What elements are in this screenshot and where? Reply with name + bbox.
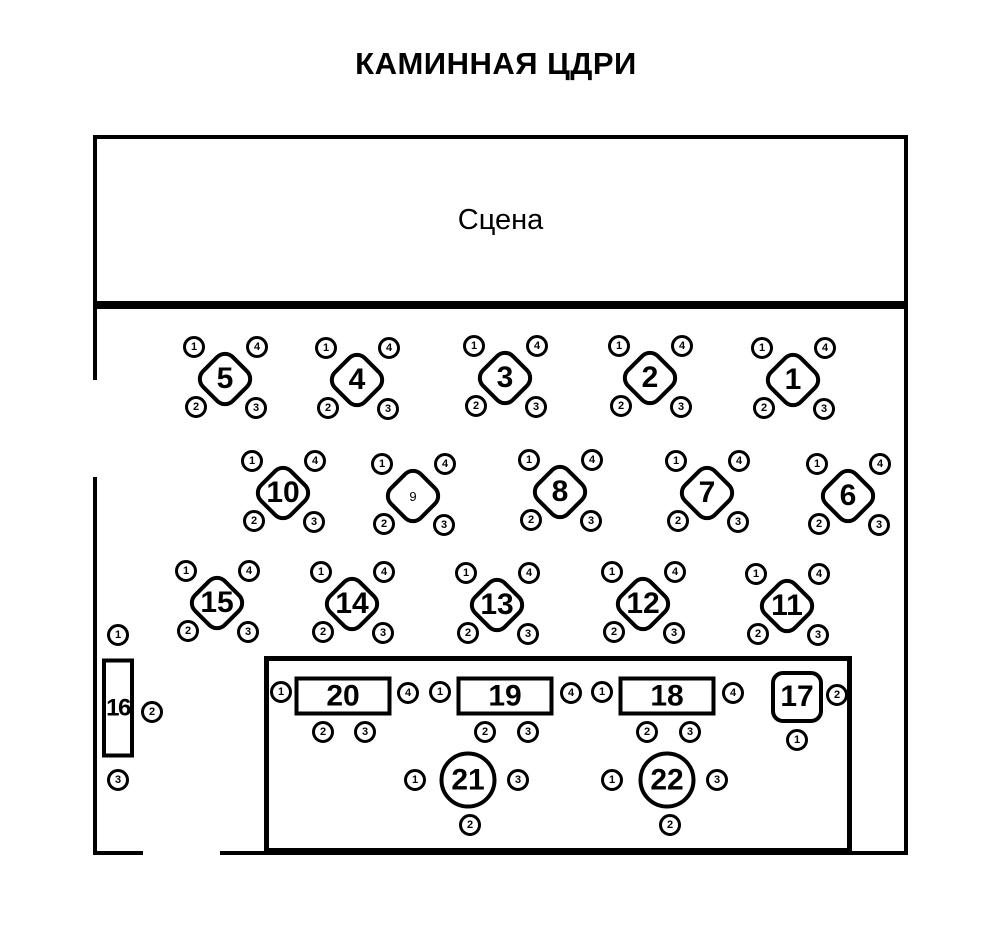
page-title: КАМИННАЯ ЦДРИ	[355, 46, 637, 81]
table-15-seat-3[interactable]: 3	[237, 621, 259, 643]
wall-left-lower	[93, 477, 97, 855]
table-3-seat-2[interactable]: 2	[465, 395, 487, 417]
table-16-seat-3[interactable]: 3	[107, 769, 129, 791]
wall-bottom-left	[93, 851, 143, 855]
table-15-seat-1[interactable]: 1	[175, 560, 197, 582]
table-17[interactable]	[771, 671, 823, 723]
table-1-number: 1	[784, 363, 802, 396]
table-10-seat-1[interactable]: 1	[241, 450, 263, 472]
table-8[interactable]	[537, 469, 583, 515]
table-11-seat-3[interactable]: 3	[807, 624, 829, 646]
table-6-seat-2[interactable]: 2	[808, 513, 830, 535]
table-22-seat-2[interactable]: 2	[659, 814, 681, 836]
table-16-seat-2[interactable]: 2	[141, 701, 163, 723]
table-16-seat-1[interactable]: 1	[107, 624, 129, 646]
table-7-seat-4[interactable]: 4	[728, 450, 750, 472]
table-4-number: 4	[348, 363, 366, 396]
table-4-seat-3[interactable]: 3	[377, 398, 399, 420]
table-15-number: 15	[200, 586, 234, 619]
table-1[interactable]	[770, 357, 816, 403]
stage-label: Сцена	[457, 203, 544, 236]
table-2-seat-2[interactable]: 2	[610, 395, 632, 417]
table-5-number: 5	[216, 362, 234, 395]
table-19-number: 19	[488, 679, 522, 712]
table-14-seat-3[interactable]: 3	[372, 622, 394, 644]
stage-area	[93, 135, 908, 305]
table-2[interactable]	[627, 355, 673, 401]
table-17-seat-1[interactable]: 1	[786, 729, 808, 751]
table-7-seat-3[interactable]: 3	[727, 511, 749, 533]
table-18-seat-2[interactable]: 2	[636, 721, 658, 743]
table-20-seat-2[interactable]: 2	[312, 721, 334, 743]
table-19-seat-4[interactable]: 4	[560, 682, 582, 704]
table-4-seat-1[interactable]: 1	[315, 337, 337, 359]
table-11-seat-1[interactable]: 1	[745, 563, 767, 585]
table-4[interactable]	[334, 357, 380, 403]
table-7[interactable]	[684, 470, 730, 516]
table-18-seat-4[interactable]: 4	[722, 682, 744, 704]
table-14-seat-4[interactable]: 4	[373, 561, 395, 583]
table-10-seat-2[interactable]: 2	[243, 510, 265, 532]
table-18-number: 18	[650, 679, 684, 712]
table-5-seat-2[interactable]: 2	[185, 396, 207, 418]
table-21-seat-2[interactable]: 2	[459, 814, 481, 836]
table-7-seat-1[interactable]: 1	[665, 450, 687, 472]
table-5-seat-4[interactable]: 4	[246, 336, 268, 358]
table-16[interactable]	[102, 659, 134, 758]
table-2-seat-4[interactable]: 4	[671, 335, 693, 357]
table-4-seat-2[interactable]: 2	[317, 397, 339, 419]
table-3-number: 3	[496, 361, 514, 394]
table-13-seat-3[interactable]: 3	[517, 623, 539, 645]
table-18-seat-3[interactable]: 3	[679, 721, 701, 743]
table-1-seat-4[interactable]: 4	[814, 337, 836, 359]
table-8-number: 8	[551, 475, 569, 508]
table-13-seat-1[interactable]: 1	[455, 562, 477, 584]
table-20-seat-1[interactable]: 1	[270, 681, 292, 703]
table-4-seat-4[interactable]: 4	[378, 337, 400, 359]
table-9-seat-4[interactable]: 4	[434, 453, 456, 475]
table-6[interactable]	[825, 473, 871, 519]
table-13[interactable]	[474, 582, 520, 628]
table-13-number: 13	[480, 588, 514, 621]
table-3[interactable]	[482, 355, 528, 401]
table-2-seat-3[interactable]: 3	[670, 396, 692, 418]
table-12-seat-2[interactable]: 2	[603, 621, 625, 643]
table-15-seat-4[interactable]: 4	[238, 560, 260, 582]
table-3-seat-1[interactable]: 1	[463, 335, 485, 357]
table-14[interactable]	[329, 581, 375, 627]
table-22-number: 22	[650, 763, 684, 796]
table-21-seat-1[interactable]: 1	[404, 769, 426, 791]
table-3-seat-3[interactable]: 3	[525, 396, 547, 418]
table-12-seat-3[interactable]: 3	[663, 622, 685, 644]
table-19[interactable]	[457, 677, 554, 716]
table-18[interactable]	[619, 677, 716, 716]
table-11[interactable]	[764, 583, 810, 629]
table-8-seat-3[interactable]: 3	[580, 510, 602, 532]
table-19-seat-1[interactable]: 1	[429, 681, 451, 703]
table-22[interactable]	[639, 752, 696, 809]
table-8-seat-1[interactable]: 1	[518, 449, 540, 471]
table-5[interactable]	[202, 356, 248, 402]
table-1-seat-1[interactable]: 1	[751, 337, 773, 359]
table-15[interactable]	[194, 580, 240, 626]
table-11-seat-2[interactable]: 2	[747, 623, 769, 645]
table-10-seat-4[interactable]: 4	[304, 450, 326, 472]
table-2-number: 2	[641, 361, 659, 394]
table-11-number: 11	[771, 589, 803, 622]
table-10-number: 10	[266, 476, 300, 509]
table-5-seat-3[interactable]: 3	[245, 397, 267, 419]
table-9-seat-3[interactable]: 3	[433, 514, 455, 536]
table-13-seat-4[interactable]: 4	[518, 562, 540, 584]
table-11-seat-4[interactable]: 4	[808, 563, 830, 585]
table-19-seat-2[interactable]: 2	[474, 721, 496, 743]
table-10[interactable]	[260, 470, 306, 516]
table-5-seat-1[interactable]: 1	[183, 336, 205, 358]
table-9[interactable]	[390, 473, 436, 519]
table-21-number: 21	[451, 763, 485, 796]
table-1-seat-3[interactable]: 3	[813, 398, 835, 420]
table-17-number: 17	[780, 680, 814, 713]
table-6-seat-4[interactable]: 4	[869, 453, 891, 475]
table-13-seat-2[interactable]: 2	[457, 622, 479, 644]
table-9-number: 9	[409, 488, 417, 504]
table-8-seat-4[interactable]: 4	[581, 449, 603, 471]
table-9-seat-2[interactable]: 2	[373, 513, 395, 535]
table-6-seat-1[interactable]: 1	[806, 453, 828, 475]
table-12-seat-1[interactable]: 1	[601, 561, 623, 583]
table-7-seat-2[interactable]: 2	[667, 510, 689, 532]
table-7-number: 7	[698, 476, 716, 509]
table-21-seat-3[interactable]: 3	[507, 769, 529, 791]
table-15-seat-2[interactable]: 2	[177, 620, 199, 642]
table-10-seat-3[interactable]: 3	[303, 511, 325, 533]
table-20[interactable]	[295, 677, 392, 716]
table-12[interactable]	[620, 581, 666, 627]
table-9-seat-1[interactable]: 1	[371, 453, 393, 475]
table-1-seat-2[interactable]: 2	[753, 397, 775, 419]
table-20-seat-3[interactable]: 3	[354, 721, 376, 743]
table-22-seat-3[interactable]: 3	[706, 769, 728, 791]
table-20-seat-4[interactable]: 4	[397, 682, 419, 704]
table-12-seat-4[interactable]: 4	[664, 561, 686, 583]
table-12-number: 12	[626, 587, 660, 620]
table-17-seat-2[interactable]: 2	[826, 684, 848, 706]
table-14-number: 14	[335, 587, 369, 620]
table-6-seat-3[interactable]: 3	[868, 514, 890, 536]
table-8-seat-2[interactable]: 2	[520, 509, 542, 531]
table-14-seat-1[interactable]: 1	[310, 561, 332, 583]
table-16-number: 16	[106, 694, 130, 721]
table-22-seat-1[interactable]: 1	[601, 769, 623, 791]
table-6-number: 6	[839, 479, 857, 512]
table-14-seat-2[interactable]: 2	[312, 621, 334, 643]
table-2-seat-1[interactable]: 1	[608, 335, 630, 357]
table-3-seat-4[interactable]: 4	[526, 335, 548, 357]
table-18-seat-1[interactable]: 1	[591, 681, 613, 703]
table-20-number: 20	[326, 679, 360, 712]
table-19-seat-3[interactable]: 3	[517, 721, 539, 743]
table-21[interactable]	[440, 752, 497, 809]
